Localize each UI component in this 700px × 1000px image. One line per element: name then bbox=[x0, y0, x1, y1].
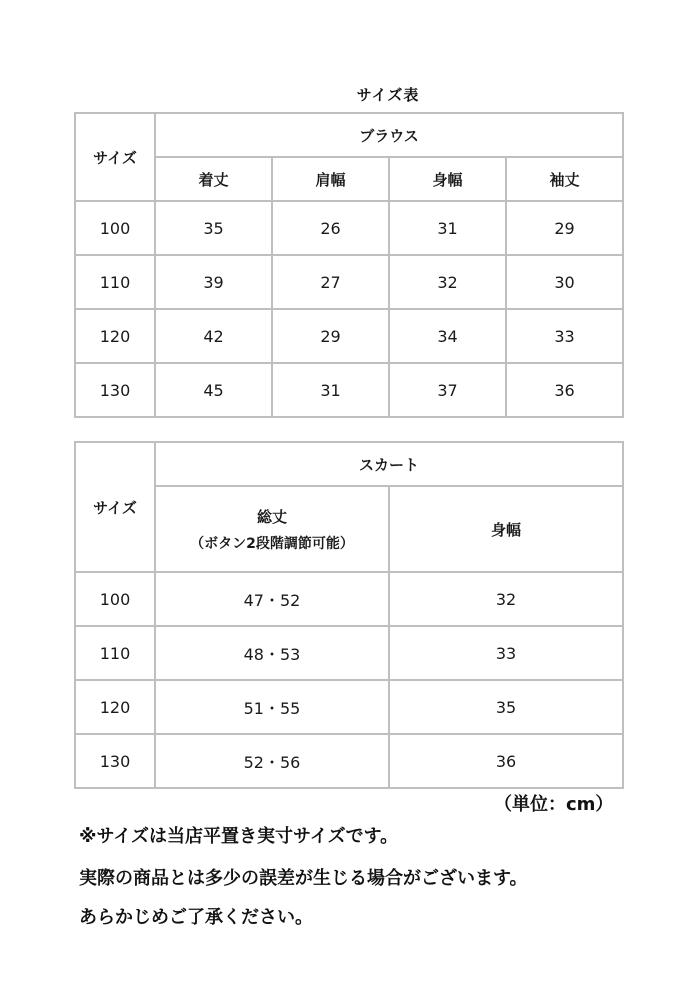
blouse-group-header: ブラウス bbox=[155, 113, 623, 157]
note-line: ※サイズは当店平置き実寸サイズです。 bbox=[79, 826, 399, 847]
value-cell: 39 bbox=[155, 255, 272, 309]
value-cell: 33 bbox=[389, 626, 623, 680]
size-cell: 130 bbox=[75, 734, 155, 788]
value-cell: 35 bbox=[155, 201, 272, 255]
skirt-group-header: スカート bbox=[155, 442, 623, 486]
column-header: 着丈 bbox=[155, 157, 272, 201]
value-cell: 37 bbox=[389, 363, 506, 417]
column-header: 袖丈 bbox=[506, 157, 623, 201]
note-line: 実際の商品とは多少の誤差が生じる場合がございます。 bbox=[79, 868, 528, 889]
value-cell: 31 bbox=[389, 201, 506, 255]
size-cell: 100 bbox=[75, 201, 155, 255]
skirt-size-table bbox=[74, 441, 624, 789]
value-cell: 32 bbox=[389, 255, 506, 309]
value-cell: 47・52 bbox=[155, 572, 389, 626]
column-header-total-length bbox=[155, 486, 389, 572]
value-cell: 35 bbox=[389, 680, 623, 734]
value-cell: 48・53 bbox=[155, 626, 389, 680]
value-cell: 45 bbox=[155, 363, 272, 417]
value-cell: 33 bbox=[506, 309, 623, 363]
table-row bbox=[75, 255, 623, 309]
column-header: 肩幅 bbox=[272, 157, 389, 201]
value-cell: 27 bbox=[272, 255, 389, 309]
value-cell: 31 bbox=[272, 363, 389, 417]
size-cell: 110 bbox=[75, 626, 155, 680]
value-cell: 30 bbox=[506, 255, 623, 309]
size-cell: 120 bbox=[75, 680, 155, 734]
size-cell: 110 bbox=[75, 255, 155, 309]
table-row bbox=[75, 626, 623, 680]
size-header: サイズ bbox=[75, 442, 155, 572]
value-cell: 36 bbox=[389, 734, 623, 788]
value-cell: 34 bbox=[389, 309, 506, 363]
value-cell: 29 bbox=[272, 309, 389, 363]
size-header: サイズ bbox=[75, 113, 155, 201]
value-cell: 32 bbox=[389, 572, 623, 626]
unit-label: （単位：cm） bbox=[494, 794, 614, 815]
value-cell: 51・55 bbox=[155, 680, 389, 734]
table-row bbox=[75, 734, 623, 788]
size-cell: 120 bbox=[75, 309, 155, 363]
column-header-note: （ボタン2段階調節可能） bbox=[190, 535, 354, 552]
table-row bbox=[75, 363, 623, 417]
size-cell: 130 bbox=[75, 363, 155, 417]
page-title: サイズ表 bbox=[356, 86, 420, 104]
column-header: 身幅 bbox=[389, 157, 506, 201]
blouse-size-table bbox=[74, 112, 624, 418]
value-cell: 26 bbox=[272, 201, 389, 255]
column-header: 身幅 bbox=[389, 486, 623, 572]
size-cell: 100 bbox=[75, 572, 155, 626]
table-row bbox=[75, 309, 623, 363]
value-cell: 42 bbox=[155, 309, 272, 363]
table-row bbox=[75, 680, 623, 734]
table-row bbox=[75, 572, 623, 626]
table-row bbox=[75, 201, 623, 255]
value-cell: 29 bbox=[506, 201, 623, 255]
value-cell: 36 bbox=[506, 363, 623, 417]
note-line: あらかじめご了承ください。 bbox=[79, 907, 313, 928]
column-header-label: 総丈 bbox=[256, 507, 287, 526]
value-cell: 52・56 bbox=[155, 734, 389, 788]
